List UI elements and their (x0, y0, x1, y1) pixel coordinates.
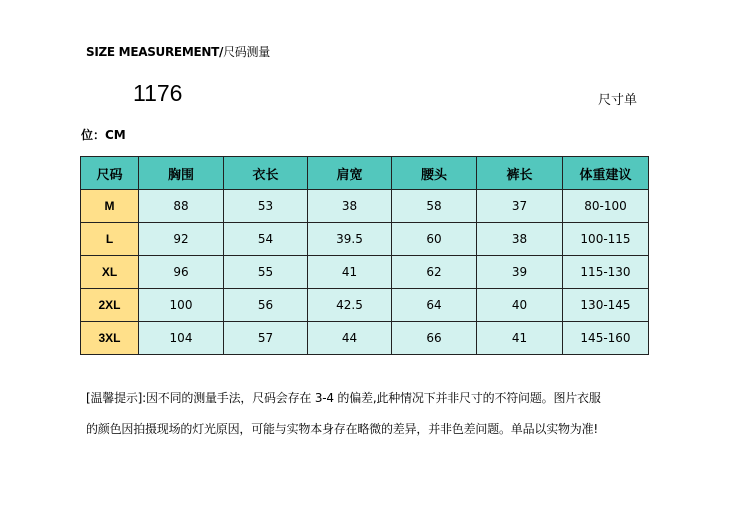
unit-label: 位：CM (81, 128, 126, 142)
table-cell: 145-160 (563, 322, 649, 355)
table-cell: 44 (308, 322, 392, 355)
table-cell: 57 (224, 322, 308, 355)
table-cell: 39.5 (308, 223, 392, 256)
size-measurement-heading (86, 43, 270, 60)
table-cell: 54 (224, 223, 308, 256)
note-line-1: [温馨提示]:因不同的测量手法，尺码会存在 3-4 的偏差,此种情况下并非尺寸的不符问题。图片衣服 (86, 391, 601, 405)
table-cell: 88 (139, 190, 224, 223)
header-waist: 腰头 (392, 157, 477, 190)
table-cell: 130-145 (563, 289, 649, 322)
size-cell: M (81, 190, 139, 223)
size-table (80, 156, 649, 355)
header-shoulder: 肩宽 (308, 157, 392, 190)
header-length: 衣长 (224, 157, 308, 190)
table-cell: 41 (308, 256, 392, 289)
table-cell: 104 (139, 322, 224, 355)
table-row (81, 223, 649, 256)
table-cell: 64 (392, 289, 477, 322)
table-row (81, 322, 649, 355)
table-cell: 55 (224, 256, 308, 289)
header-weight: 体重建议 (563, 157, 649, 190)
table-cell: 96 (139, 256, 224, 289)
table-row (81, 190, 649, 223)
size-cell: XL (81, 256, 139, 289)
table-cell: 53 (224, 190, 308, 223)
table-row (81, 289, 649, 322)
table-header-row (81, 157, 649, 190)
header-pants-length: 裤长 (477, 157, 563, 190)
heading-english: SIZE MEASUREMENT/ (86, 45, 224, 59)
table-cell: 38 (308, 190, 392, 223)
table-cell: 100 (139, 289, 224, 322)
header-size: 尺码 (81, 157, 139, 190)
size-sheet-label: 尺寸单 (598, 93, 638, 108)
table-cell: 115-130 (563, 256, 649, 289)
table-cell: 40 (477, 289, 563, 322)
table-cell: 92 (139, 223, 224, 256)
table-cell: 58 (392, 190, 477, 223)
table-cell: 62 (392, 256, 477, 289)
size-cell: L (81, 223, 139, 256)
size-cell: 3XL (81, 322, 139, 355)
table-cell: 37 (477, 190, 563, 223)
table-cell: 38 (477, 223, 563, 256)
model-number: 1176 (133, 80, 183, 106)
table-cell: 66 (392, 322, 477, 355)
note-line-2: 的颜色因拍摄现场的灯光原因，可能与实物本身存在略微的差异，并非色差问题。单品以实物为准! (86, 422, 599, 436)
table-cell: 41 (477, 322, 563, 355)
table-cell: 60 (392, 223, 477, 256)
table-cell: 39 (477, 256, 563, 289)
heading-chinese: 尺码测量 (223, 45, 270, 59)
table-cell: 56 (224, 289, 308, 322)
header-chest: 胸围 (139, 157, 224, 190)
size-cell: 2XL (81, 289, 139, 322)
table-cell: 100-115 (563, 223, 649, 256)
table-cell: 42.5 (308, 289, 392, 322)
table-row (81, 256, 649, 289)
table-cell: 80-100 (563, 190, 649, 223)
